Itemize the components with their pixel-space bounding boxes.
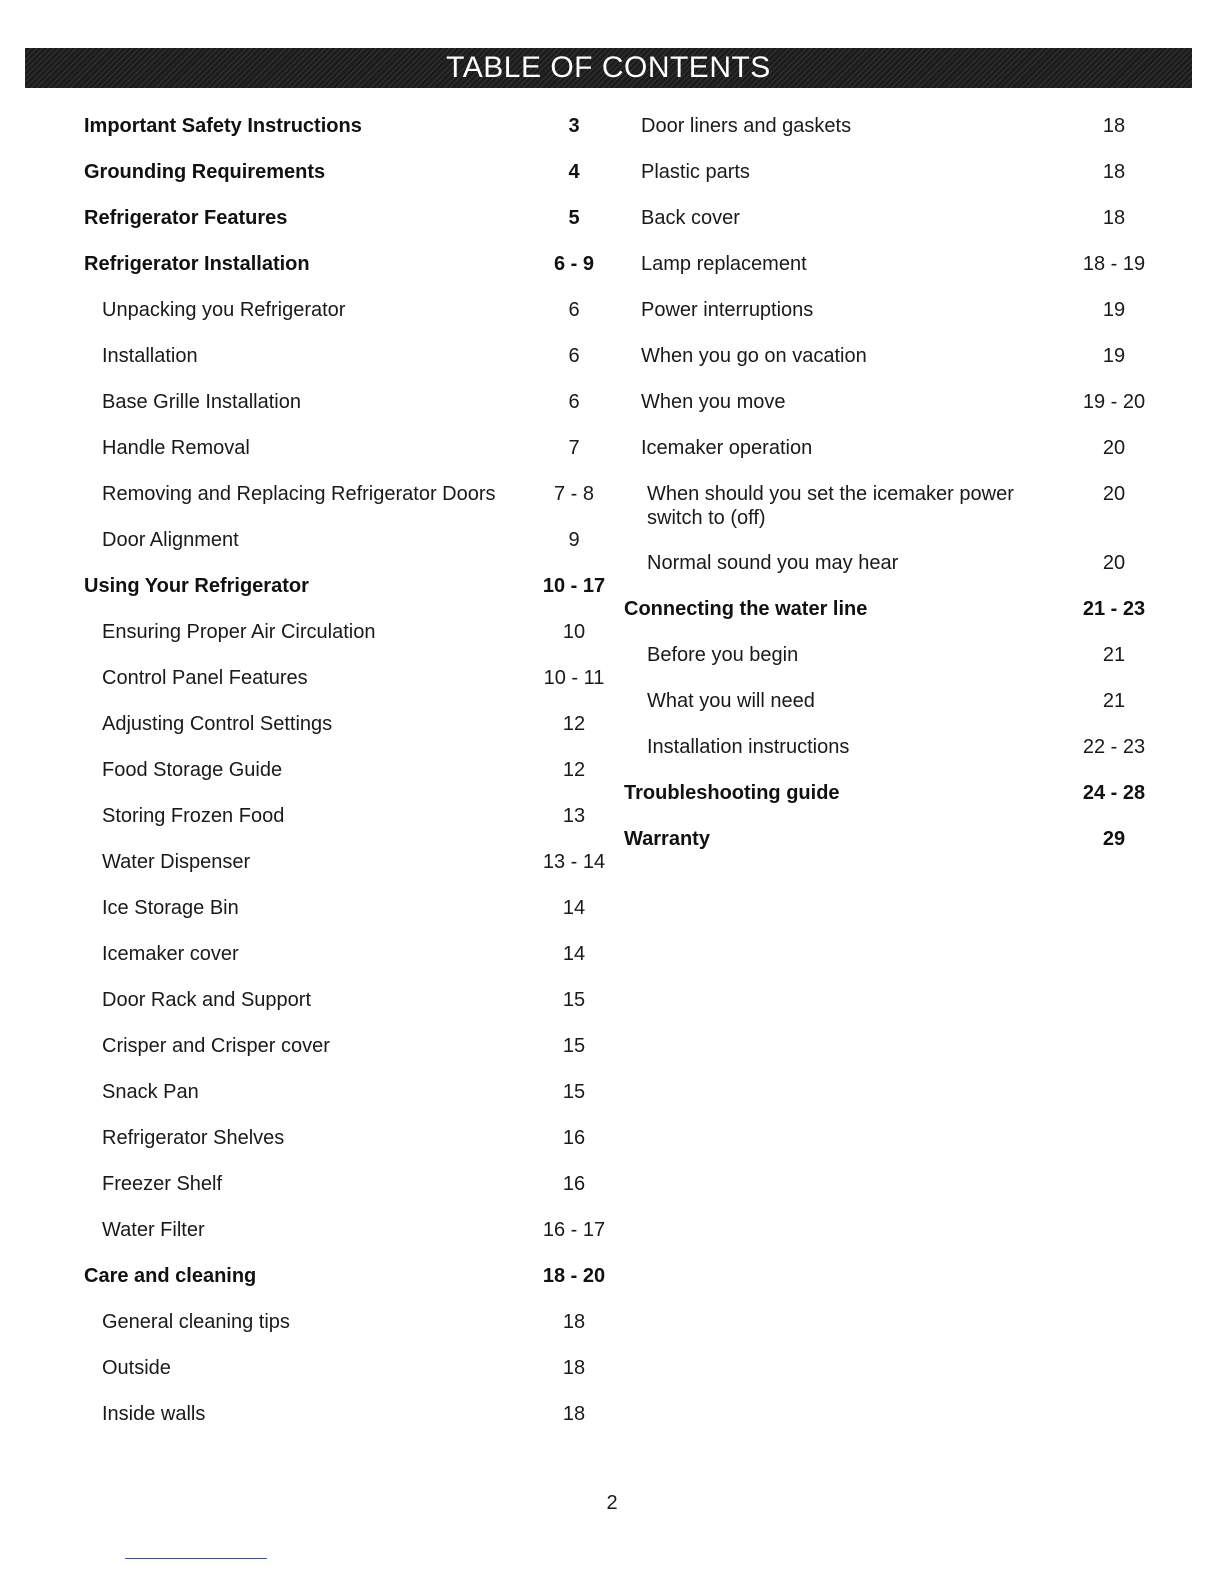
toc-entry-label: Back cover	[641, 207, 740, 229]
toc-entry-page: 16	[562, 1173, 586, 1195]
toc-entry-label: Unpacking you Refrigerator	[102, 299, 346, 321]
toc-entry[interactable]	[84, 390, 624, 414]
toc-entry-page: 15	[562, 989, 586, 1011]
toc-entry-label: Plastic parts	[641, 161, 750, 183]
toc-left-column	[84, 110, 624, 1426]
toc-entry-page: 18	[1102, 115, 1126, 137]
toc-entry-label: Water Filter	[102, 1219, 205, 1241]
toc-entry-page: 6 - 9	[553, 253, 595, 275]
toc-entry[interactable]	[84, 1310, 624, 1334]
toc-entry[interactable]	[84, 804, 624, 828]
toc-entry-label: Inside walls	[102, 1403, 206, 1425]
page-title: TABLE OF CONTENTS	[446, 51, 771, 84]
toc-entry-label: Ice Storage Bin	[102, 897, 239, 919]
toc-entry-label: Icemaker cover	[102, 943, 239, 965]
toc-entry[interactable]	[624, 551, 1144, 575]
toc-entry[interactable]	[84, 1218, 624, 1242]
toc-entry-page: 13 - 14	[542, 851, 606, 873]
toc-entry[interactable]	[624, 298, 1144, 322]
toc-entry[interactable]	[624, 735, 1144, 759]
toc-entry-label: Lamp replacement	[641, 253, 807, 275]
toc-entry-page: 6	[568, 345, 580, 367]
toc-entry[interactable]	[84, 114, 624, 138]
page-number: 2	[606, 1492, 618, 1514]
toc-entry-page: 7 - 8	[553, 483, 595, 505]
toc-entry-label: Freezer Shelf	[102, 1173, 223, 1195]
toc-entry[interactable]	[84, 344, 624, 368]
toc-entry-page: 10	[562, 621, 586, 643]
toc-entry-label: Installation	[102, 345, 198, 367]
toc-entry-page: 19	[1102, 345, 1126, 367]
toc-entry-page: 22 - 23	[1082, 736, 1146, 758]
toc-entry-page: 20	[1102, 483, 1126, 505]
toc-entry-label: Warranty	[624, 828, 710, 850]
toc-banner	[25, 48, 1192, 88]
toc-entry[interactable]	[624, 390, 1144, 414]
toc-entry-label: Removing and Replacing Refrigerator Doors	[102, 483, 496, 505]
toc-entry-page: 21	[1102, 690, 1126, 712]
toc-entry-label: Food Storage Guide	[102, 759, 283, 781]
toc-entry-page: 10 - 17	[542, 575, 606, 597]
toc-entry[interactable]	[84, 528, 624, 552]
toc-entry-page: 12	[562, 759, 586, 781]
toc-entry[interactable]	[84, 758, 624, 782]
toc-entry-page: 18 - 20	[542, 1265, 606, 1287]
toc-entry[interactable]	[84, 482, 624, 506]
toc-entry-label: What you will need	[647, 690, 815, 712]
toc-entry-page: 18	[562, 1403, 586, 1425]
toc-entry-page: 20	[1102, 552, 1126, 574]
toc-entry-label: Outside	[102, 1357, 171, 1379]
toc-entry-label: Refrigerator Features	[84, 207, 288, 229]
toc-entry-page: 19	[1102, 299, 1126, 321]
toc-entry-page: 10 - 11	[543, 667, 605, 689]
toc-entry[interactable]	[84, 850, 624, 874]
toc-entry-label: Connecting the water line	[624, 598, 868, 620]
toc-entry-page: 4	[568, 161, 580, 183]
toc-entry-label: Door liners and gaskets	[641, 115, 852, 137]
toc-entry-page: 29	[1102, 828, 1126, 850]
toc-entry[interactable]	[84, 942, 624, 966]
toc-entry-label: Important Safety Instructions	[84, 115, 362, 137]
toc-entry[interactable]	[624, 597, 1144, 621]
toc-entry-page: 6	[568, 391, 580, 413]
toc-entry-page: 19 - 20	[1082, 391, 1146, 413]
toc-entry-label: Care and cleaning	[84, 1265, 257, 1287]
toc-entry[interactable]	[624, 643, 1144, 667]
toc-entry-label: Before you begin	[647, 644, 799, 666]
toc-entry-label: Using Your Refrigerator	[84, 575, 309, 597]
toc-entry[interactable]	[84, 1034, 624, 1058]
toc-entry[interactable]	[624, 114, 1144, 138]
toc-entry[interactable]	[84, 1264, 624, 1288]
toc-entry-page: 15	[562, 1035, 586, 1057]
toc-entry[interactable]	[84, 436, 624, 460]
toc-entry[interactable]	[84, 1080, 624, 1104]
toc-entry-page: 24 - 28	[1082, 782, 1146, 804]
toc-entry-label: When you move	[641, 391, 786, 413]
toc-entry[interactable]	[624, 252, 1144, 276]
toc-entry-label: Grounding Requirements	[84, 161, 326, 183]
toc-entry[interactable]	[624, 160, 1144, 184]
toc-entry-label: Refrigerator Shelves	[102, 1127, 285, 1149]
toc-entry-label: Water Dispenser	[102, 851, 251, 873]
toc-entry-label: Control Panel Features	[102, 667, 308, 689]
toc-entry-label: Normal sound you may hear	[647, 552, 899, 574]
toc-entry-label: Crisper and Crisper cover	[102, 1035, 330, 1057]
toc-entry-page: 3	[568, 115, 580, 137]
toc-entry[interactable]	[84, 160, 624, 184]
toc-entry[interactable]	[624, 781, 1144, 805]
toc-entry-label: Troubleshooting guide	[624, 782, 840, 804]
toc-entry[interactable]	[84, 1126, 624, 1150]
toc-entry-page: 18 - 19	[1082, 253, 1146, 275]
toc-entry[interactable]	[84, 712, 624, 736]
toc-entry-label: Power interruptions	[641, 299, 814, 321]
toc-entry[interactable]	[84, 1356, 624, 1380]
toc-entry[interactable]	[84, 206, 624, 230]
toc-entry-page: 7	[568, 437, 580, 459]
toc-entry[interactable]	[84, 988, 624, 1012]
toc-entry-page: 18	[1102, 161, 1126, 183]
toc-entry[interactable]	[84, 666, 624, 690]
toc-entry[interactable]	[84, 252, 624, 276]
toc-entry-label: Door Alignment	[102, 529, 239, 551]
toc-entry-label: General cleaning tips	[102, 1311, 290, 1333]
toc-entry[interactable]	[84, 574, 624, 598]
toc-entry[interactable]	[84, 896, 624, 920]
toc-entry[interactable]	[84, 1172, 624, 1196]
toc-entry-page: 20	[1102, 437, 1126, 459]
toc-entry-page: 9	[568, 529, 580, 551]
toc-entry[interactable]	[84, 620, 624, 644]
toc-entry-page: 5	[568, 207, 580, 229]
toc-right-column	[624, 110, 1144, 851]
toc-entry-page: 18	[562, 1357, 586, 1379]
toc-entry-page: 6	[568, 299, 580, 321]
toc-entry-page: 14	[562, 943, 586, 965]
footer-rule	[125, 1558, 267, 1559]
toc-entry-label: Snack Pan	[102, 1081, 199, 1103]
toc-entry[interactable]	[624, 206, 1144, 230]
toc-entry-label: Door Rack and Support	[102, 989, 312, 1011]
toc-entry-page: 16 - 17	[542, 1219, 606, 1241]
toc-entry-page: 21 - 23	[1082, 598, 1146, 620]
toc-entry-label: Refrigerator Installation	[84, 253, 310, 275]
toc-entry[interactable]	[624, 689, 1144, 713]
toc-entry-page: 13	[562, 805, 586, 827]
toc-entry-label: Storing Frozen Food	[102, 805, 285, 827]
toc-entry-label: Icemaker operation	[641, 437, 813, 459]
toc-entry-page: 16	[562, 1127, 586, 1149]
toc-entry-label: Handle Removal	[102, 437, 250, 459]
toc-entry[interactable]	[624, 482, 1144, 530]
toc-entry-label: When should you set the icemaker power switch to (off)	[647, 483, 1014, 529]
toc-entry-label: Base Grille Installation	[102, 391, 301, 413]
toc-entry-page: 14	[562, 897, 586, 919]
toc-entry-page: 15	[562, 1081, 586, 1103]
toc-entry[interactable]	[84, 298, 624, 322]
toc-entry-page: 18	[1102, 207, 1126, 229]
toc-entry-page: 12	[562, 713, 586, 735]
toc-entry-page: 18	[562, 1311, 586, 1333]
toc-entry[interactable]	[624, 344, 1144, 368]
toc-entry-label: Adjusting Control Settings	[102, 713, 333, 735]
toc-entry[interactable]	[624, 827, 1144, 851]
toc-entry-label: Ensuring Proper Air Circulation	[102, 621, 376, 643]
toc-entry-label: When you go on vacation	[641, 345, 867, 367]
toc-entry[interactable]	[84, 1402, 624, 1426]
toc-entry-page: 21	[1102, 644, 1126, 666]
toc-entry[interactable]	[624, 436, 1144, 460]
toc-entry-label: Installation instructions	[647, 736, 850, 758]
